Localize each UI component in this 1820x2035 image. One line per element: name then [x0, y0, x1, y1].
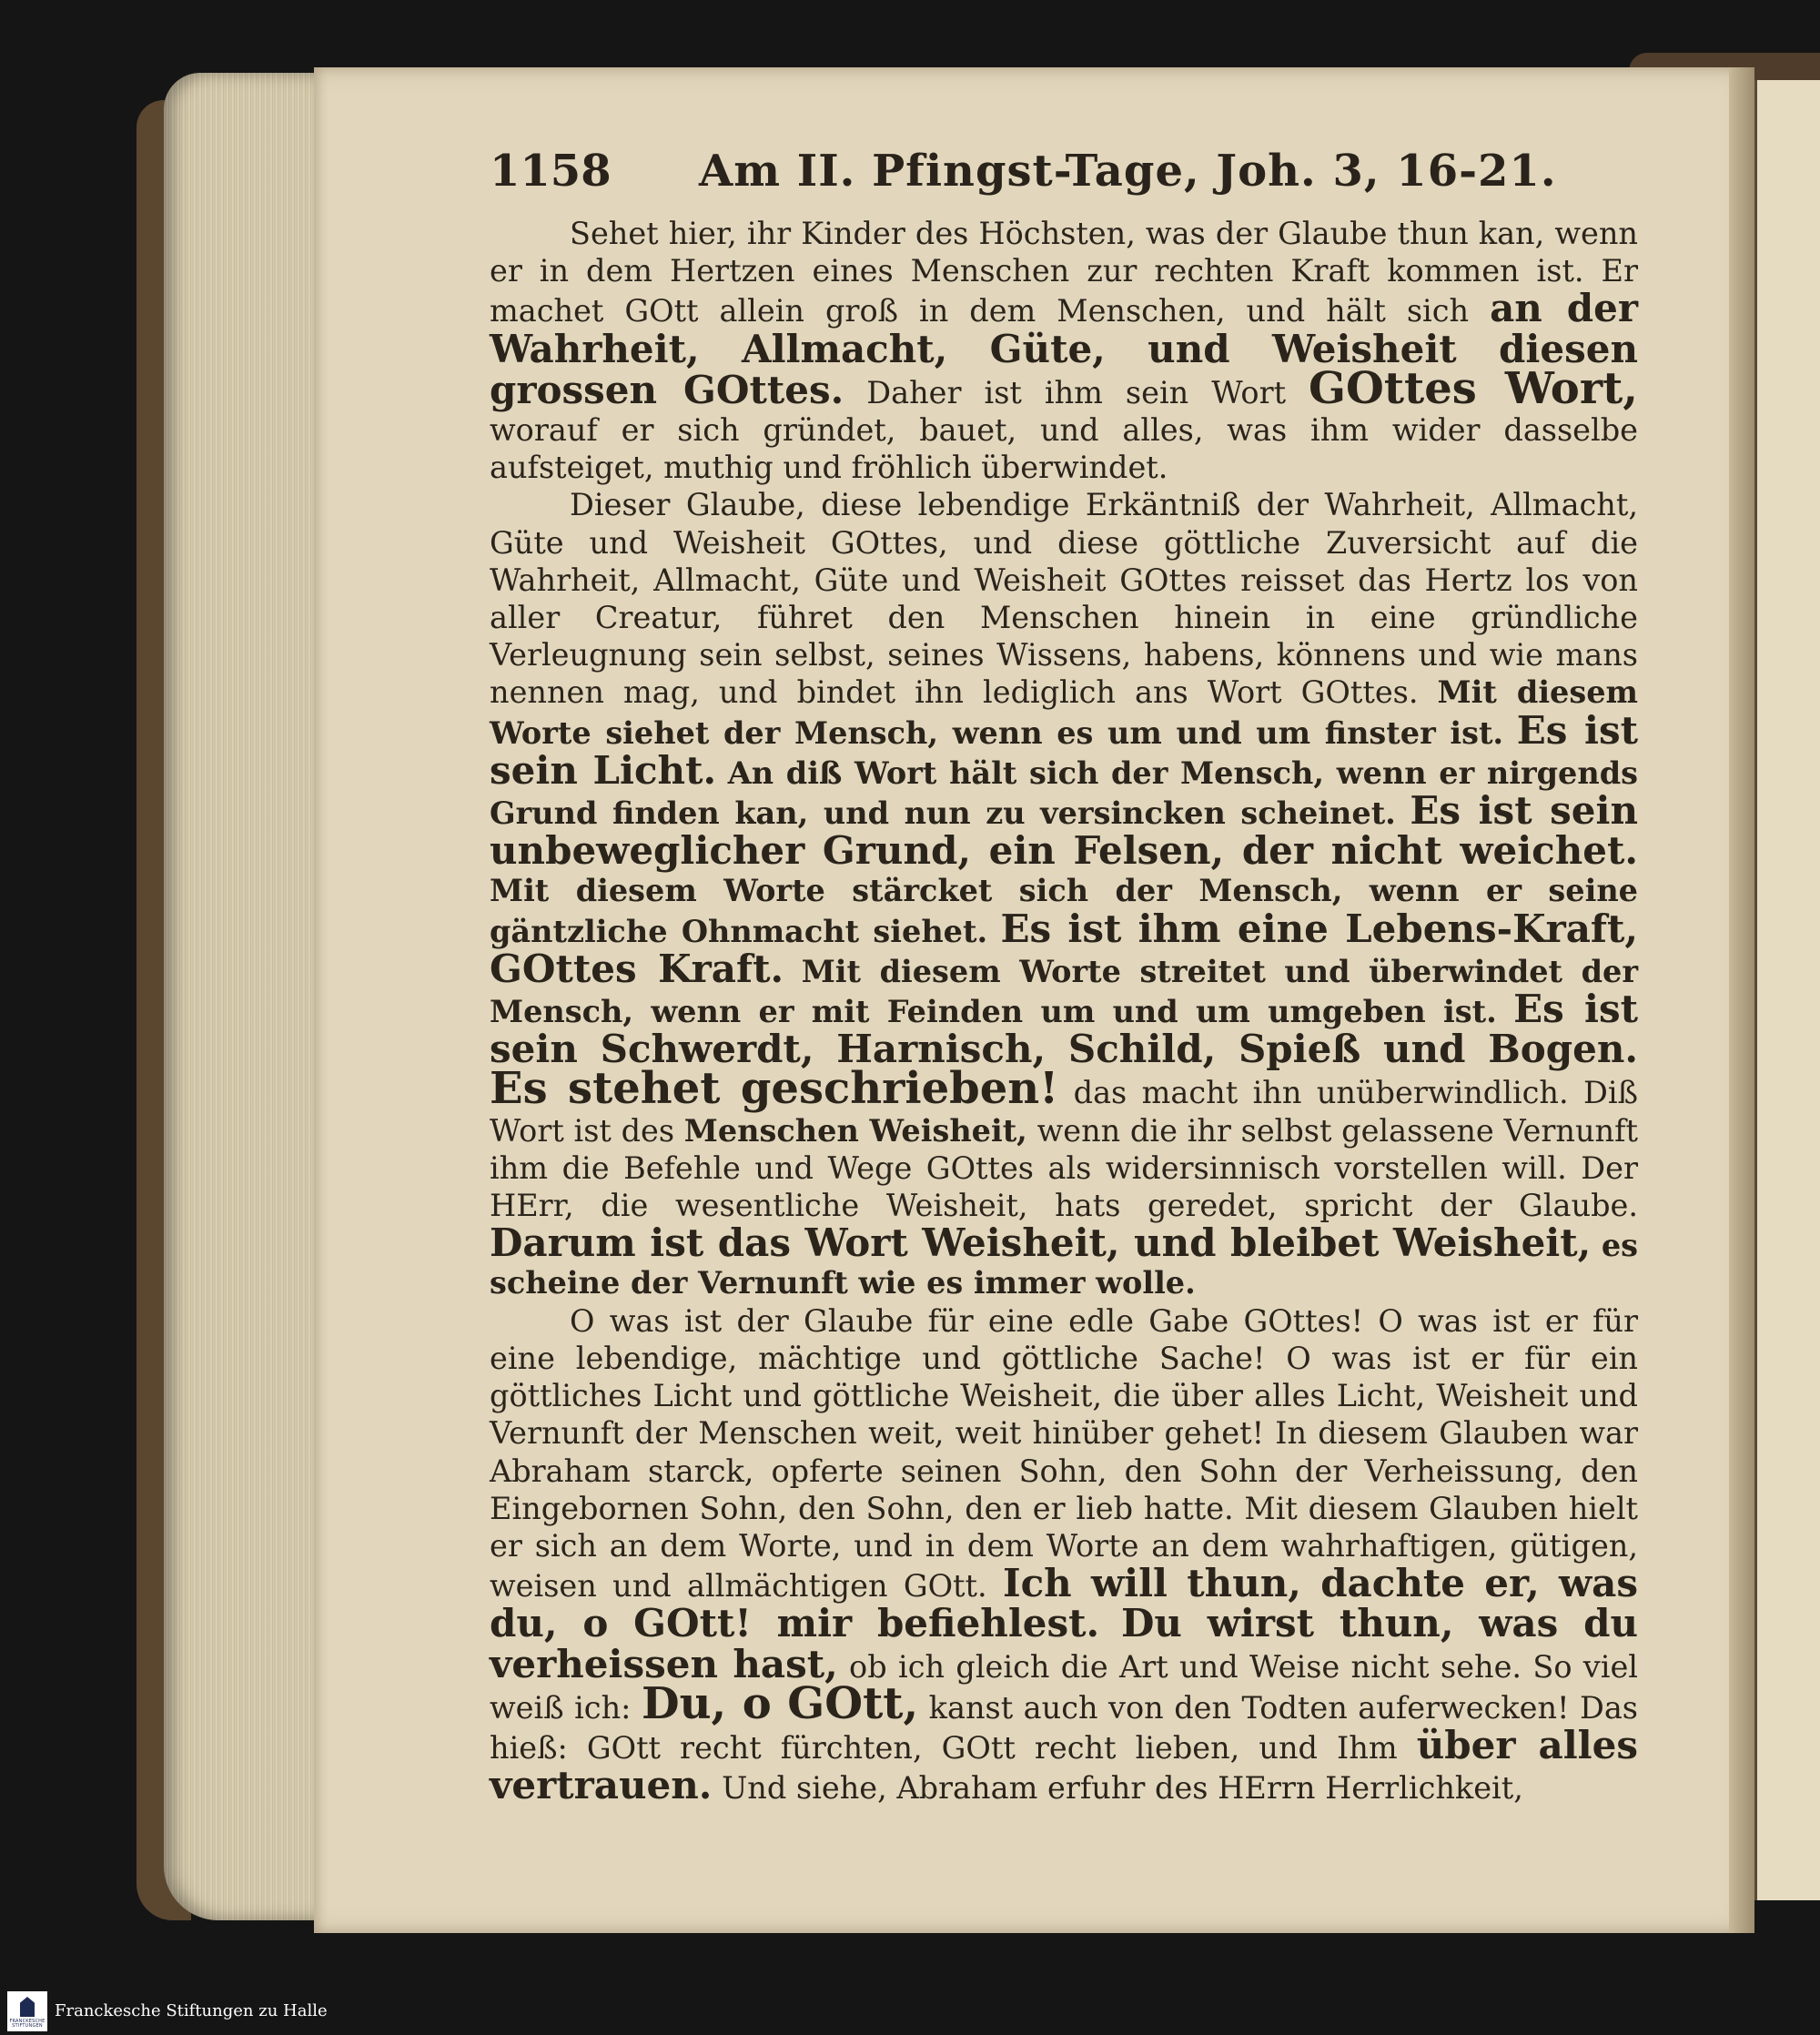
bold-run: es scheine der Vernunft wie es immer wolle.: [490, 1228, 1638, 1301]
text-run: das macht ihn unüberwindlich. Diß Wort ist des: [490, 1075, 1638, 1149]
institution-name: Franckesche Stiftungen zu Halle: [55, 2001, 328, 2020]
page-number: 1158: [490, 146, 612, 197]
bold-run: Mit diesem Worte siehet der Mensch, wenn es um und um finster ist.: [490, 674, 1638, 751]
text-run: worauf er sich gründet, bauet, und alles, was ihm wider dasselbe aufsteiget, muthig und fröhlich überwindet.: [490, 412, 1638, 486]
facing-page-edge: [1754, 80, 1820, 1900]
text-run: Sehet hier, ihr Kinder des Höchsten, was der Glaube thun kan, wenn er in dem Hertzen eines Menschen zur rechten Kraft kommen ist. Er machet GOtt allein groß in dem Menschen, und hält sich: [490, 216, 1638, 329]
faded-stamp: [846, 1734, 1201, 1779]
emphasis-run: Ich will thun, dachte er, was du, o GOtt! mir befiehlest.: [490, 1561, 1638, 1646]
footer-bar: [0, 1988, 1820, 2035]
text-run: Daher ist ihm sein Wort: [844, 374, 1309, 410]
text-run: ob ich gleich die Art und Weise nicht sehe. So viel weiß ich:: [490, 1648, 1638, 1726]
text-run: [1591, 1228, 1602, 1263]
emphasis-run: an der Wahrheit, Allmacht, Güte, und Weisheit diesen grossen GOttes.: [490, 286, 1639, 412]
logo-glyph: [20, 1997, 35, 2017]
text-run: [716, 755, 728, 791]
text-run: [1503, 715, 1517, 751]
page-edges: [164, 73, 337, 1920]
paragraph-2: [490, 486, 1638, 1301]
page-gutter: [1729, 67, 1754, 1933]
text-run: Dieser Glaube, diese lebendige Erkäntniß der Wahrheit, Allmacht, Güte und Weisheit GOttes, und diese göttliche Zuversicht auf die Wahrheit, Allmacht, Güte und Weisheit GOttes reisset das Hertz los von aller Creatur, führet den Menschen hinein in eine gründliche Verleugnung sein selbst, seines Wissens, habens, könnens und wie mans nennen mag, und bindet ihn lediglich ans Wort GOttes.: [490, 487, 1638, 711]
bold-run: Mit diesem Worte stärcket sich der Mensch, wenn er seine gäntzliche Ohnmacht siehet.: [490, 873, 1638, 949]
emphasis-run: Es ist sein Licht.: [490, 707, 1638, 793]
paragraph-1: [490, 215, 1638, 486]
bold-run: Mit diesem Worte streitet und überwindet der Mensch, wenn er mit Feinden um und um umgeben ist.: [490, 953, 1639, 1030]
emphasis-run: über alles vertrauen.: [490, 1722, 1638, 1808]
body-text: [490, 215, 1638, 1807]
bold-run: An diß Wort hält sich der Mensch, wenn er nirgends Grund finden kan, und nun zu versincken scheinet.: [490, 754, 1638, 832]
emphasis-run: Es ist sein unbeweglicher Grund, ein Felsen, der nicht weichet.: [490, 788, 1638, 874]
logo-caption: FRANCKESCHE STIFTUNGEN: [9, 2019, 46, 2029]
emphasis-run: Es ist sein Schwerdt, Harnisch, Schild, Spieß und Bogen.: [490, 987, 1638, 1072]
emphasis-run: Es stehet geschrieben!: [490, 1063, 1059, 1115]
emphasis-run: Darum ist das Wort Weisheit, und bleibet Weisheit,: [490, 1220, 1592, 1266]
emphasis-run: Es ist ihm eine Lebens-Kraft, GOttes Kraft.: [490, 906, 1639, 991]
text-run: [784, 954, 802, 989]
emphasis-run: Du wirst thun, was du verheissen hast,: [490, 1601, 1638, 1686]
emphasis-run: Du, o GOtt,: [641, 1677, 919, 1729]
running-title: Am II. Pfingst-Tage, Joh. 3, 16-21.: [699, 146, 1557, 197]
text-run: wenn die ihr selbst gelassene Vernunft ihm die Befehle und Wege GOttes als widersinnisch vorstellen will. Der HErr, die wesentliche Weisheit, hats geredet, spricht der Glaube.: [490, 1112, 1638, 1224]
text-run: [1099, 1608, 1121, 1644]
text-run: kanst auch von den Todten auferwecken! Das hieß: GOtt recht fürchten, GOtt recht lieben, und Ihm: [490, 1689, 1639, 1766]
francke-building-icon: [7, 1991, 47, 2031]
paragraph-3: [490, 1302, 1638, 1807]
text-run: [1396, 795, 1410, 831]
text-run: Und siehe, Abraham erfuhr des HErrn Herrlichkeit,: [712, 1770, 1523, 1807]
text-run: [987, 914, 1000, 949]
text-run: O was ist der Glaube für eine edle Gabe GOttes! O was ist er für eine lebendige, mächtige und göttliche Sache! O was ist er für ein göttliches Licht und göttliche Weisheit, die über alles Licht, Weisheit und Vernunft der Menschen weit, weit hinüber gehet! In diesem Glauben war Abraham starck, opferte seinen Sohn, den Sohn der Verheissung, den Eingebornen Sohn, den Sohn, den er lieb hatte. Mit diesem Glauben hielt er sich an dem Worte, und in dem Worte an dem wahrhaftigen, gütigen, weisen und allmächtigen GOtt.: [490, 1302, 1638, 1605]
bold-run: Menschen Weisheit,: [683, 1112, 1027, 1149]
running-header: [490, 146, 1627, 209]
emphasis-run: GOttes Wort,: [1309, 362, 1638, 414]
text-run: [1497, 994, 1513, 1029]
